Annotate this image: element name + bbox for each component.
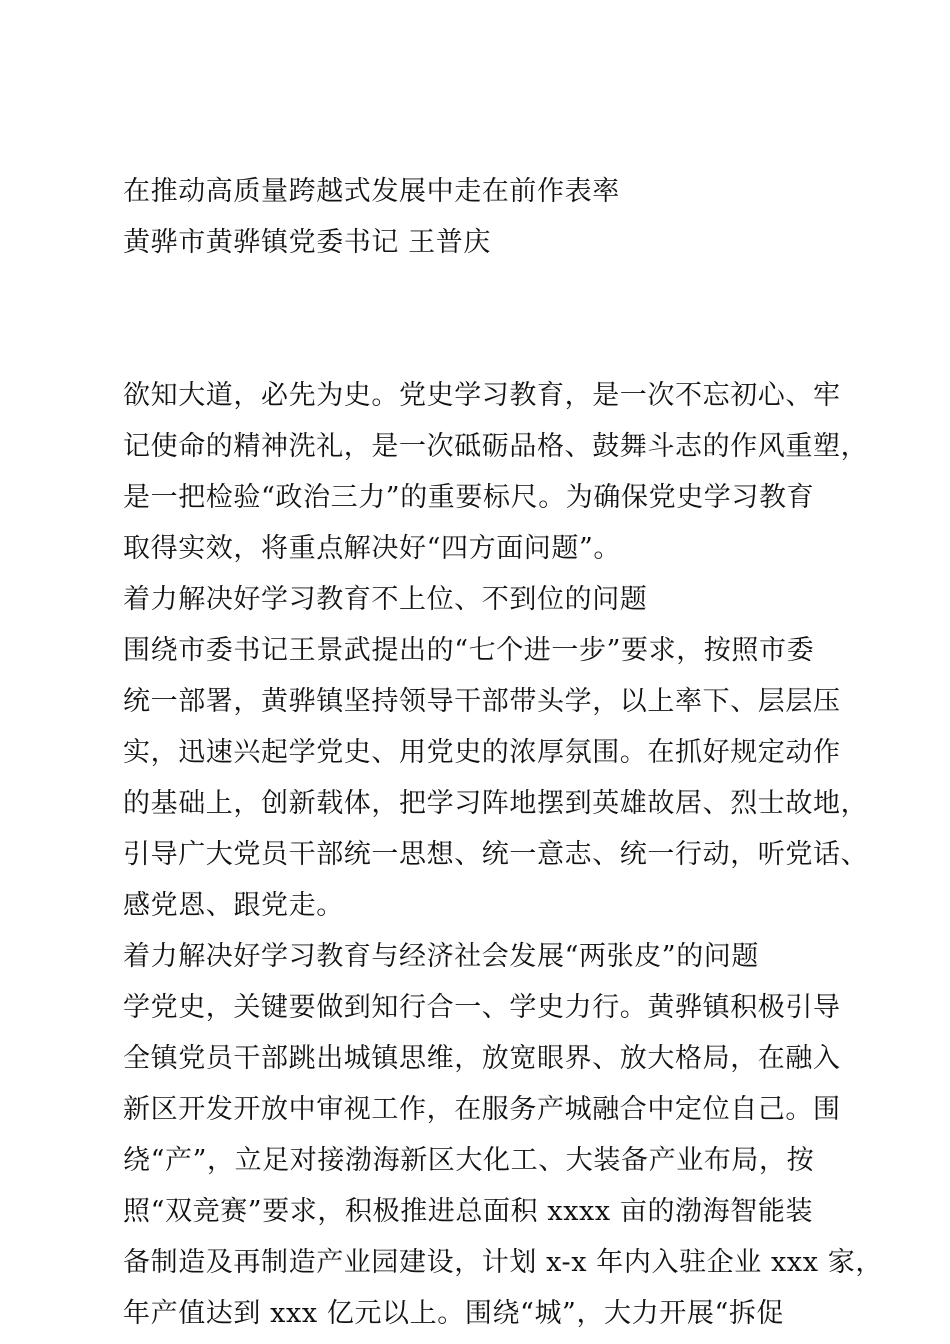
section-1-line: 的基础上，创新载体，把学习阵地摆到英雄故居、烈士故地， (123, 788, 869, 819)
section-1-line: 统一部署，黄骅镇坚持领导干部带头学，以上率下、层层压 (123, 686, 841, 717)
section-2-heading: 着力解决好学习教育与经济社会发展“两张皮”的问题 (123, 941, 760, 972)
section-2-line: 照“双竞赛”要求，积极推进总面积 xxxx 亩的渤海智能装 (123, 1196, 814, 1227)
paragraph-gap (123, 268, 835, 370)
section-2-line: 年产值达到 xxx 亿元以上。围绕“城”，大力开展“拆促 (123, 1298, 785, 1329)
section-2-line: 备制造及再制造产业园建设，计划 x-x 年内入驻企业 xxx 家， (123, 1247, 883, 1278)
section-2-line: 绕“产”，立足对接渤海新区大化工、大装备产业布局，按 (123, 1145, 815, 1176)
section-1-line: 感党恩、跟党走。 (123, 890, 344, 921)
intro-line: 是一把检验“政治三力”的重要标尺。为确保党史学习教育 (123, 482, 815, 513)
section-1-line: 实，迅速兴起学党史、用党史的浓厚氛围。在抓好规定动作 (123, 737, 841, 768)
section-1-paragraph (123, 625, 869, 931)
intro-line: 记使命的精神洗礼，是一次砥砺品格、鼓舞斗志的作风重塑， (123, 431, 869, 462)
intro-line: 欲知大道，必先为史。党史学习教育，是一次不忘初心、牢 (123, 380, 841, 411)
document-body (123, 166, 883, 1339)
section-2-line: 全镇党员干部跳出城镇思维，放宽眼界、放大格局，在融入 (123, 1043, 841, 1074)
section-2-line: 学党史，关键要做到知行合一、学史力行。黄骅镇积极引导 (123, 992, 841, 1023)
document-author: 黄骅市黄骅镇党委书记 王普庆 (123, 227, 491, 258)
intro-paragraph (123, 370, 869, 574)
intro-line: 取得实效，将重点解决好“四方面问题”。 (123, 533, 622, 564)
section-1-line: 引导广大党员干部统一思想、统一意志、统一行动，听党话、 (123, 839, 869, 870)
section-2-paragraph (123, 982, 883, 1339)
section-1-heading: 着力解决好学习教育不上位、不到位的问题 (123, 584, 648, 615)
document-title: 在推动高质量跨越式发展中走在前作表率 (123, 176, 620, 207)
section-1-line: 围绕市委书记王景武提出的“七个进一步”要求，按照市委 (123, 635, 815, 666)
section-2-line: 新区开发开放中审视工作，在服务产城融合中定位自己。围 (123, 1094, 841, 1125)
